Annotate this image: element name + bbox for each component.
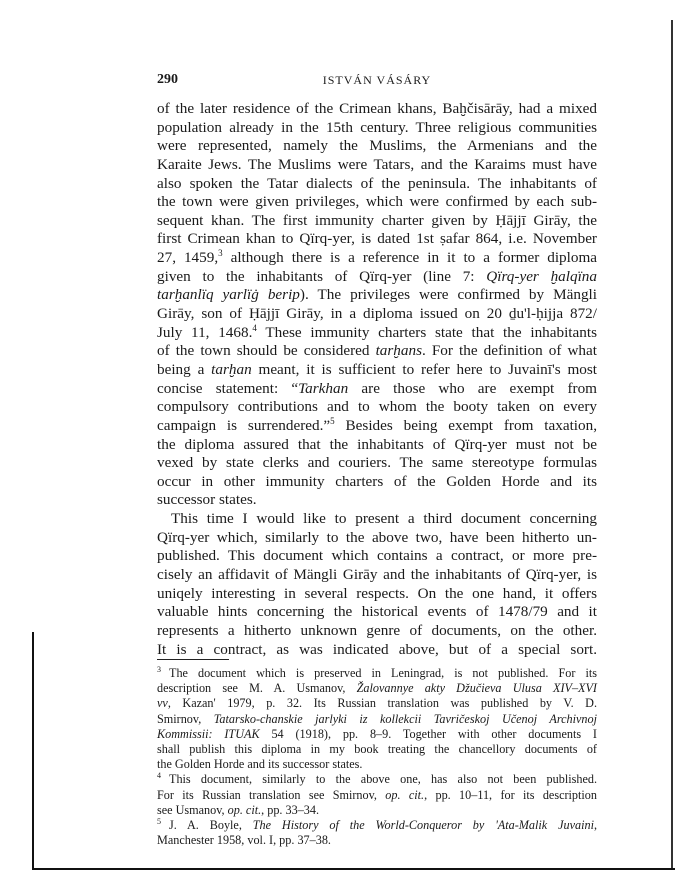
text-line: were represented, namely the Muslims, the Armenians and the [157,137,597,155]
footnote-4-line [157,803,597,818]
text-line [157,342,597,361]
text-line [157,361,597,380]
text-line: Girāy, son of Ḥājjī Girāy, in a diploma issued on 20 ḏu'l-ḥijja 872/ [157,305,597,323]
text-line: This time I would like to present a third document concerning [171,510,597,528]
text-span: These immunity charters state that the inhabitants [256,323,597,341]
text-span: July 11, 1468. [157,323,253,341]
text-span: Smirnov, [157,711,214,726]
text-line [157,324,597,343]
text-line: Qïrq-yer which, similarly to the above two, have been hitherto un- [157,528,597,546]
text-span: of the town should be considered [157,342,376,360]
text-line: also spoken the Tatar dialects of the peninsula. The inhabitants of [157,174,597,192]
text-line: population already in the 15th century. Three religious communities [157,118,597,136]
italic-span: op. cit. [227,802,262,817]
footnote-number: 5 [157,816,161,826]
italic-span: Tatarsko-chanskie jarlyki iz kollekcii Tavričeskoj Učenoj Archivnoj [213,711,597,726]
text-span: being a [157,360,212,378]
italic-span: op. cit. [385,787,425,802]
italic-span: The History of the World-Conqueror by 'Ata-Malik Juvaini [252,817,594,832]
text-span: concise statement: “ [157,379,299,397]
text-line [157,249,597,268]
text-span: ). The privileges were confirmed by Mängli [299,286,597,304]
text-line: Karaite Jews. The Muslims were Tatars, and the Karaims must have [157,155,597,173]
footnote-3-line [157,681,597,696]
footnote-rule [157,659,229,660]
footnotes [157,666,597,848]
text-span: 27, 1459, [157,249,219,267]
text-line: published. This document which contains a contract, or more pre- [157,547,597,565]
text-span: Besides being exempt from taxation, [334,416,597,434]
text-line [157,380,597,399]
text-line: sequent khan. The first immunity charter given by Ḥājjī Girāy, the [157,211,597,229]
footnote-ref[interactable]: 3 [218,248,223,259]
text-span: This document, similarly to the above one, has also not been published. [169,772,597,787]
text-line: first Crimean khan to Qïrq-yer, is dated 1st ṣafar 864, i.e. November [157,230,597,248]
text-line: vexed by state clerks and couriers. The same stereotype formulas [157,454,597,472]
main-text [157,100,597,659]
text-span: J. A. Boyle, [169,817,253,832]
text-span: 54 (1918), pp. 8–9. Together with other documents I [259,726,597,741]
footnote-3-line [157,696,597,711]
text-span: campaign is surrendered.” [157,416,331,434]
running-head: ISTVÁN VÁSÁRY [322,73,432,87]
italic-span: vv [157,696,168,711]
page-edge-left [32,632,34,870]
footnote-3-line [157,712,597,727]
text-line [157,268,597,287]
footnote-number: 3 [157,664,161,674]
text-line: uniqely interesting in several respects. On the one hand, it offers [157,584,597,602]
text-line [157,286,597,305]
text-line: of the later residence of the Crimean khans, Baḫčisārāy, had a mixed [157,100,597,117]
italic-span: tarḫan [211,360,252,378]
text-span: , Kazan' 1979, p. 32. Its Russian translation was published by V. D. [167,696,597,711]
footnote-4-line [157,788,597,803]
italic-span: Žalovannye akty Džučieva Ulusa XIV–XVI [356,681,597,696]
text-span: are those who are exempt from [348,379,597,397]
text-span: . For the definition of what [422,342,597,360]
text-line: It is a contract, as was indicated above, but of a special sort. [157,640,597,658]
footnote-5-line: Manchester 1958, vol. I, pp. 37–38. [157,833,331,848]
text-line: cisely an affidavit of Mängli Girāy and the inhabitants of Qïrq-yer, is [157,566,597,584]
page-edge-right [671,20,673,870]
text-line: successor states. [157,491,257,509]
text-line [157,417,597,436]
text-span: , pp. 33–34. [261,802,320,817]
footnote-ref[interactable]: 4 [252,322,257,333]
footnote-4-line [157,772,597,787]
footnote-ref[interactable]: 5 [330,415,335,426]
text-span: The document which is preserved in Leningrad, is not published. For its [169,666,597,680]
text-span: given to the inhabitants of Qïrq-yer (line 7: [157,267,487,285]
italic-span: tarḫanlïq yarlïġ berip [157,286,300,304]
text-span: meant, it is sufficient to refer here to Juvainī's most [251,360,598,378]
text-line: the diploma assured that the inhabitants of Qïrq-yer must not be [157,435,597,453]
page-number: 290 [157,72,178,87]
footnote-number: 4 [157,771,161,781]
text-span: For its Russian translation see Smirnov, [157,787,386,802]
italic-span: Kommissii: ITUAK [157,726,260,741]
page-edge-bottom [32,868,675,870]
text-line: occur in other immunity charters of the Golden Horde and its [157,472,597,490]
text-span: although there is a reference in it to a former diploma [230,249,598,267]
text-line: compulsory contributions and to whom the booty taken on every [157,398,597,416]
page-header [157,72,597,90]
italic-span: tarḫans [375,342,422,360]
footnote-3-line: the Golden Horde and its successor states. [157,757,363,772]
footnote-3-line [157,666,597,681]
italic-span: Tarkhan [298,379,349,397]
footnote-5-line [157,818,597,833]
text-span: , pp. 10–11, for its description [424,787,597,802]
text-span: see Usmanov, [157,802,228,817]
italic-span: Qïrq-yer ḫalqïna [486,267,597,285]
text-line: valuable hints concerning the historical events of 1478/79 and it [157,603,597,621]
footnote-3-line [157,727,597,742]
text-span: description see M. A. Usmanov, [157,681,357,696]
text-span: , [593,817,598,832]
footnote-3-line: shall publish this diploma in my book treating the chancellory documents of [157,741,597,756]
text-line: the town were given privileges, which were confirmed by each sub- [157,193,597,211]
text-line: represents a hitherto unknown genre of documents, on the other. [157,621,597,639]
